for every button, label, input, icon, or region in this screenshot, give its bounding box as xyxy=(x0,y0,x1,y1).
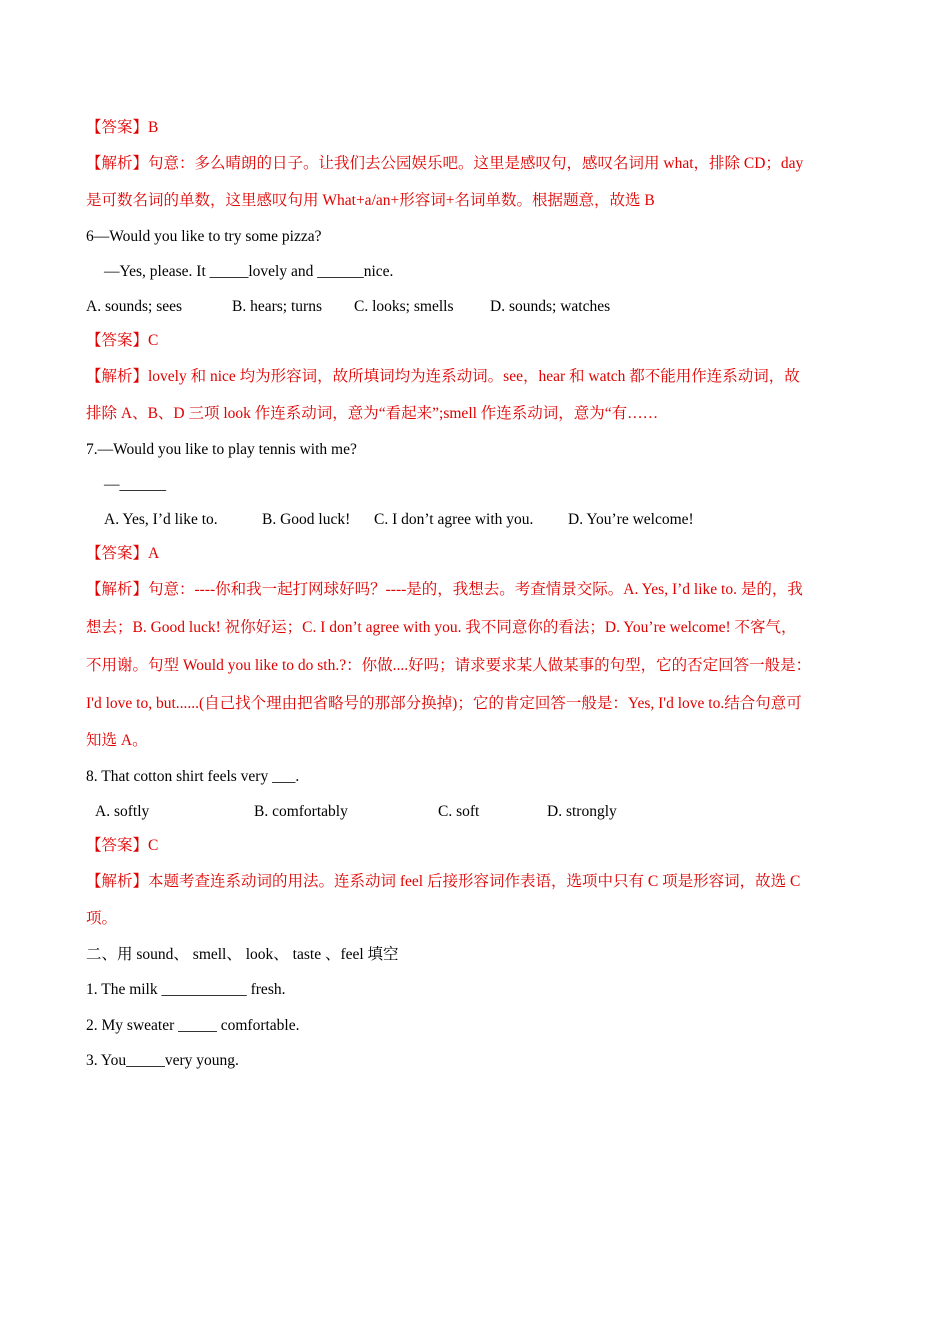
q8-stem: 8. That cotton shirt feels very ___. xyxy=(86,768,300,785)
q6-option-b: B. hears; turns xyxy=(232,298,322,315)
q7-option-b: B. Good luck! xyxy=(262,511,351,528)
q8-option-a: A. softly xyxy=(95,803,150,820)
q8-answer: 【答案】C xyxy=(86,837,159,854)
q6-stem: 6—Would you like to try some pizza? xyxy=(86,228,322,245)
q8-analysis-line-2: 项。 xyxy=(86,910,118,927)
q7-option-d: D. You’re welcome! xyxy=(568,511,694,528)
q8-option-c: C. soft xyxy=(438,803,480,820)
q7-option-a: A. Yes, I’d like to. xyxy=(104,511,218,528)
q7-answer: 【答案】A xyxy=(86,545,160,562)
q7-stem-2: —______ xyxy=(104,476,166,493)
q6-option-c: C. looks; smells xyxy=(354,298,454,315)
q6-option-d: D. sounds; watches xyxy=(490,298,611,315)
q8-analysis-line-1: 【解析】本题考查连系动词的用法。连系动词 feel 后接形容词作表语，选项中只有 C 项是形容词，故选 C xyxy=(86,873,801,890)
q6-answer: 【答案】C xyxy=(86,332,159,349)
q6-analysis-line-2: 排除 A、B、D 三项 look 作连系动词，意为“看起来”;smell 作连系动词，意为“有…… xyxy=(86,405,659,422)
q6-option-a: A. sounds; sees xyxy=(86,298,183,315)
q7-analysis-line-5: 知选 A。 xyxy=(86,732,148,749)
section-2-item-1: 1. The milk ___________ fresh. xyxy=(86,981,286,998)
q6-analysis-line-1: 【解析】lovely 和 nice 均为形容词，故所填词均为连系动词。see，hear 和 watch 都不能用作连系动词，故 xyxy=(86,368,800,385)
q6-stem-2: —Yes, please. It _____lovely and ______nice. xyxy=(104,263,394,280)
q7-option-c: C. I don’t agree with you. xyxy=(374,511,534,528)
section-2-item-3: 3. You_____very young. xyxy=(86,1052,239,1069)
q8-option-b: B. comfortably xyxy=(254,803,348,820)
q5-analysis-line-1: 【解析】句意：多么晴朗的日子。让我们去公园娱乐吧。这里是感叹句，感叹名词用 what，排除 CD；day xyxy=(86,155,804,172)
q7-analysis-line-3: 不用谢。句型 Would you like to do sth.?：你做....好吗；请求要求某人做某事的句型，它的否定回答一般是： xyxy=(86,657,812,674)
q5-answer: 【答案】B xyxy=(86,119,159,136)
q7-stem: 7.—Would you like to play tennis with me? xyxy=(86,441,357,458)
q7-analysis-line-1: 【解析】句意：----你和我一起打网球好吗？----是的，我想去。考查情景交际。A. Yes, I’d like to. 是的，我 xyxy=(86,581,803,598)
q8-option-d: D. strongly xyxy=(547,803,617,820)
q5-analysis-line-2: 是可数名词的单数，这里感叹句用 What+a/an+形容词+名词单数。根据题意，故选 B xyxy=(86,192,655,209)
q7-analysis-line-2: 想去；B. Good luck! 祝你好运；C. I don’t agree with you. 我不同意你的看法；D. You’re welcome! 不客气， xyxy=(86,619,797,636)
section-2-item-2: 2. My sweater _____ comfortable. xyxy=(86,1017,300,1034)
q7-analysis-line-4: I'd love to, but......(自己找个理由把省略号的那部分换掉)；它的肯定回答一般是：Yes, I'd love to.结合句意可 xyxy=(86,695,802,712)
section-2-title: 二、用 sound、 smell、 look、 taste 、feel 填空 xyxy=(86,946,399,963)
